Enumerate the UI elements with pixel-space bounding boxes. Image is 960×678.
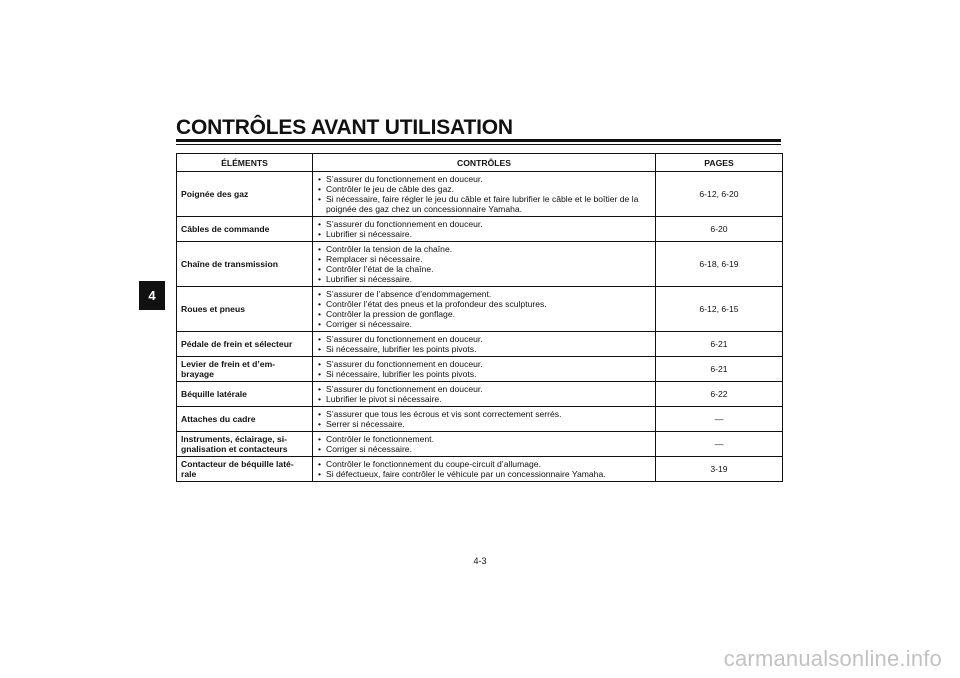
element-cell: Pédale de frein et sélecteur [177, 332, 313, 357]
check-item: • Lubrifier si nécessaire. [317, 229, 651, 239]
checks-cell [313, 432, 656, 457]
check-item: • Si nécessaire, lubrifier les points pivots. [317, 344, 651, 354]
pages-cell: 6-12, 6-15 [656, 287, 783, 332]
checks-cell [313, 407, 656, 432]
page-number: 4-3 [473, 556, 487, 566]
check-item: • Contrôler le fonctionnement. [317, 434, 651, 444]
pages-cell: — [656, 407, 783, 432]
element-cell: Poignée des gaz [177, 172, 313, 217]
pages-cell: 6-18, 6-19 [656, 242, 783, 287]
pages-cell: 6-12, 6-20 [656, 172, 783, 217]
pages-cell: 6-20 [656, 217, 783, 242]
header-pages: PAGES [656, 154, 783, 172]
element-cell: Roues et pneus [177, 287, 313, 332]
check-item: • Si nécessaire, lubrifier les points pivots. [317, 369, 651, 379]
check-item: • S’assurer du fonctionnement en douceur. [317, 384, 651, 394]
table-row [177, 332, 783, 357]
table-row [177, 287, 783, 332]
element-cell: Instruments, éclairage, si-gnalisation et contacteurs [177, 432, 313, 457]
watermark: carmanualsonline.info [723, 646, 942, 671]
check-item: • Corriger si nécessaire. [317, 444, 651, 454]
table-row [177, 357, 783, 382]
table-row [177, 407, 783, 432]
table-row [177, 217, 783, 242]
table-row [177, 172, 783, 217]
check-item: • Si défectueux, faire contrôler le véhicule par un concessionnaire Yamaha. [317, 469, 651, 479]
check-item: • S’assurer du fonctionnement en douceur. [317, 359, 651, 369]
title-rule-thick [176, 139, 781, 142]
check-item: • Corriger si nécessaire. [317, 319, 651, 329]
check-item: • Lubrifier le pivot si nécessaire. [317, 394, 651, 404]
element-cell: Chaîne de transmission [177, 242, 313, 287]
check-item: • S’assurer du fonctionnement en douceur. [317, 174, 651, 184]
check-item: • Contrôler l’état des pneus et la profondeur des sculptures. [317, 299, 651, 309]
checks-cell [313, 287, 656, 332]
pages-cell: — [656, 432, 783, 457]
check-item: • S’assurer du fonctionnement en douceur. [317, 334, 651, 344]
table-row [177, 382, 783, 407]
pages-cell: 3-19 [656, 457, 783, 482]
check-item: • Contrôler le fonctionnement du coupe-circuit d’allumage. [317, 459, 651, 469]
checks-cell [313, 217, 656, 242]
check-item: • Lubrifier si nécessaire. [317, 274, 651, 284]
check-item: • Si nécessaire, faire régler le jeu du câble et faire lubrifier le câble et le boîtier de la poignée des gaz chez un concessionnaire Yamaha. [317, 194, 651, 214]
header-elements: ÉLÉMENTS [177, 154, 313, 172]
header-checks: CONTRÔLES [313, 154, 656, 172]
check-item: • Contrôler le jeu de câble des gaz. [317, 184, 651, 194]
chapter-tab: 4 [139, 281, 165, 310]
check-item: • S’assurer que tous les écrous et vis sont correctement serrés. [317, 409, 651, 419]
checks-cell [313, 242, 656, 287]
checks-cell [313, 357, 656, 382]
check-item: • Contrôler la tension de la chaîne. [317, 244, 651, 254]
check-item: • Contrôler l’état de la chaîne. [317, 264, 651, 274]
element-cell: Attaches du cadre [177, 407, 313, 432]
checks-cell [313, 457, 656, 482]
pre-ride-checks-table [176, 153, 783, 482]
element-cell: Contacteur de béquille laté-rale [177, 457, 313, 482]
pages-cell: 6-21 [656, 332, 783, 357]
element-cell: Levier de frein et d’em-brayage [177, 357, 313, 382]
check-item: • S’assurer de l’absence d’endommagement. [317, 289, 651, 299]
checks-cell [313, 172, 656, 217]
table-row [177, 457, 783, 482]
element-cell: Câbles de commande [177, 217, 313, 242]
table-row [177, 432, 783, 457]
table-row [177, 242, 783, 287]
element-cell: Béquille latérale [177, 382, 313, 407]
checks-cell [313, 382, 656, 407]
check-item: • Contrôler la pression de gonflage. [317, 309, 651, 319]
checks-cell [313, 332, 656, 357]
check-item: • S’assurer du fonctionnement en douceur. [317, 219, 651, 229]
check-item: • Serrer si nécessaire. [317, 419, 651, 429]
check-item: • Remplacer si nécessaire. [317, 254, 651, 264]
page-title: CONTRÔLES AVANT UTILISATION [176, 116, 513, 139]
pages-cell: 6-21 [656, 357, 783, 382]
pages-cell: 6-22 [656, 382, 783, 407]
table-header-row [177, 154, 783, 172]
title-rule-thin [176, 144, 781, 145]
